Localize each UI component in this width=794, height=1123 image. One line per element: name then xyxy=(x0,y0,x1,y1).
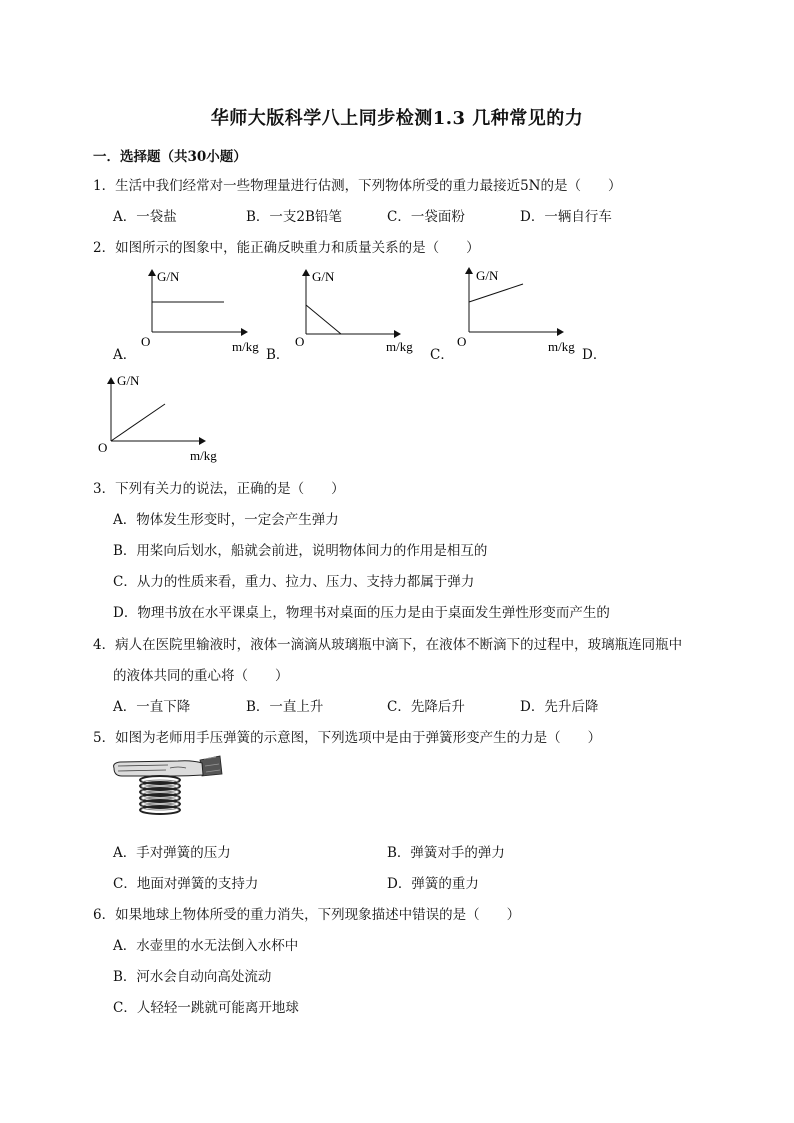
q2-graphs xyxy=(0,0,794,470)
question-6 xyxy=(93,903,520,923)
q6-option-a: A．水壶里的水无法倒入水杯中 xyxy=(113,938,299,954)
q6-option-c: C．人轻轻一跳就可能离开地球 xyxy=(113,1000,299,1016)
q1-option-a: A．一袋盐 xyxy=(113,209,177,225)
x-axis-label: m/kg xyxy=(548,339,575,354)
q5-option-d: D．弹簧的重力 xyxy=(387,876,479,892)
graph-a xyxy=(141,269,259,354)
page-title: 华师大版科学八上同步检测1.3 几种常见的力 xyxy=(210,108,584,129)
question-text: 如图为老师用手压弹簧的示意图，下列选项中是由于弹簧形变产生的力是（ ） xyxy=(115,730,602,746)
q4-option-c: C．先降后升 xyxy=(387,699,465,715)
question-text: 如果地球上物体所受的重力消失，下列现象描述中错误的是（ ） xyxy=(115,907,521,923)
q5-option-a: A．手对弹簧的压力 xyxy=(113,845,231,861)
x-axis-label: m/kg xyxy=(190,448,217,463)
graph-c-line xyxy=(469,284,523,302)
q3-option-b: B．用桨向后划水，船就会前进，说明物体间力的作用是相互的 xyxy=(113,543,488,559)
q2-option-a: A． xyxy=(113,347,137,363)
question-number: 6． xyxy=(93,907,116,923)
section-heading: 一．选择题（共30小题） xyxy=(93,149,247,165)
q4-option-b: B．一直上升 xyxy=(246,699,324,715)
question-number: 1． xyxy=(93,178,116,194)
graph-b xyxy=(295,269,413,354)
origin-label: O xyxy=(98,440,108,455)
y-axis-label: G/N xyxy=(312,269,335,284)
q1-option-d: D．一辆自行车 xyxy=(520,209,612,225)
question-text: 病人在医院里输液时，液体一滴滴从玻璃瓶中滴下，在液体不断滴下的过程中，玻璃瓶连同瓶中 xyxy=(115,637,683,653)
q3-option-c: C．从力的性质来看，重力、拉力、压力、支持力都属于弹力 xyxy=(113,574,475,590)
q4-option-a: A．一直下降 xyxy=(113,699,191,715)
graph-b-line xyxy=(306,305,341,334)
y-axis-label: G/N xyxy=(476,268,499,283)
q3-option-a: A．物体发生形变时，一定会产生弹力 xyxy=(113,512,339,528)
q5-option-b: B．弹簧对手的弹力 xyxy=(387,845,505,861)
hand-spring-illustration xyxy=(108,754,224,820)
question-text: 下列有关力的说法，正确的是（ ） xyxy=(115,481,345,497)
question-text: 如图所示的图象中，能正确反映重力和质量关系的是（ ） xyxy=(115,240,480,256)
q3-option-d: D．物理书放在水平课桌上，物理书对桌面的压力是由于桌面发生弹性形变而产生的 xyxy=(113,605,610,621)
graph-d-line xyxy=(111,404,165,441)
q6-option-b: B．河水会自动向高处流动 xyxy=(113,969,272,985)
origin-label: O xyxy=(141,334,151,349)
graph-c xyxy=(457,268,575,354)
origin-label: O xyxy=(457,334,467,349)
q2-option-b: B． xyxy=(266,347,290,363)
q2-option-c: C． xyxy=(430,347,454,363)
question-text: 生活中我们经常对一些物理量进行估测，下列物体所受的重力最接近5N的是（ ） xyxy=(115,178,622,194)
x-axis-label: m/kg xyxy=(232,339,259,354)
origin-label: O xyxy=(295,334,305,349)
question-5 xyxy=(93,726,601,746)
question-number: 3． xyxy=(93,481,116,497)
q1-option-c: C．一袋面粉 xyxy=(387,209,465,225)
question-4-continued: 的液体共同的重心将（ ） xyxy=(113,668,289,684)
q2-option-d: D． xyxy=(582,347,607,363)
q5-option-c: C．地面对弹簧的支持力 xyxy=(113,876,259,892)
y-axis-label: G/N xyxy=(117,373,140,388)
x-axis-label: m/kg xyxy=(386,339,413,354)
question-3 xyxy=(93,477,345,497)
q4-option-d: D．先升后降 xyxy=(520,699,599,715)
question-number: 5． xyxy=(93,730,116,746)
y-axis-label: G/N xyxy=(157,269,180,284)
q1-option-b: B．一支2B铅笔 xyxy=(246,209,342,225)
question-4 xyxy=(93,633,682,653)
question-number: 2． xyxy=(93,240,116,256)
question-number: 4． xyxy=(93,637,116,653)
graph-d xyxy=(98,373,217,463)
